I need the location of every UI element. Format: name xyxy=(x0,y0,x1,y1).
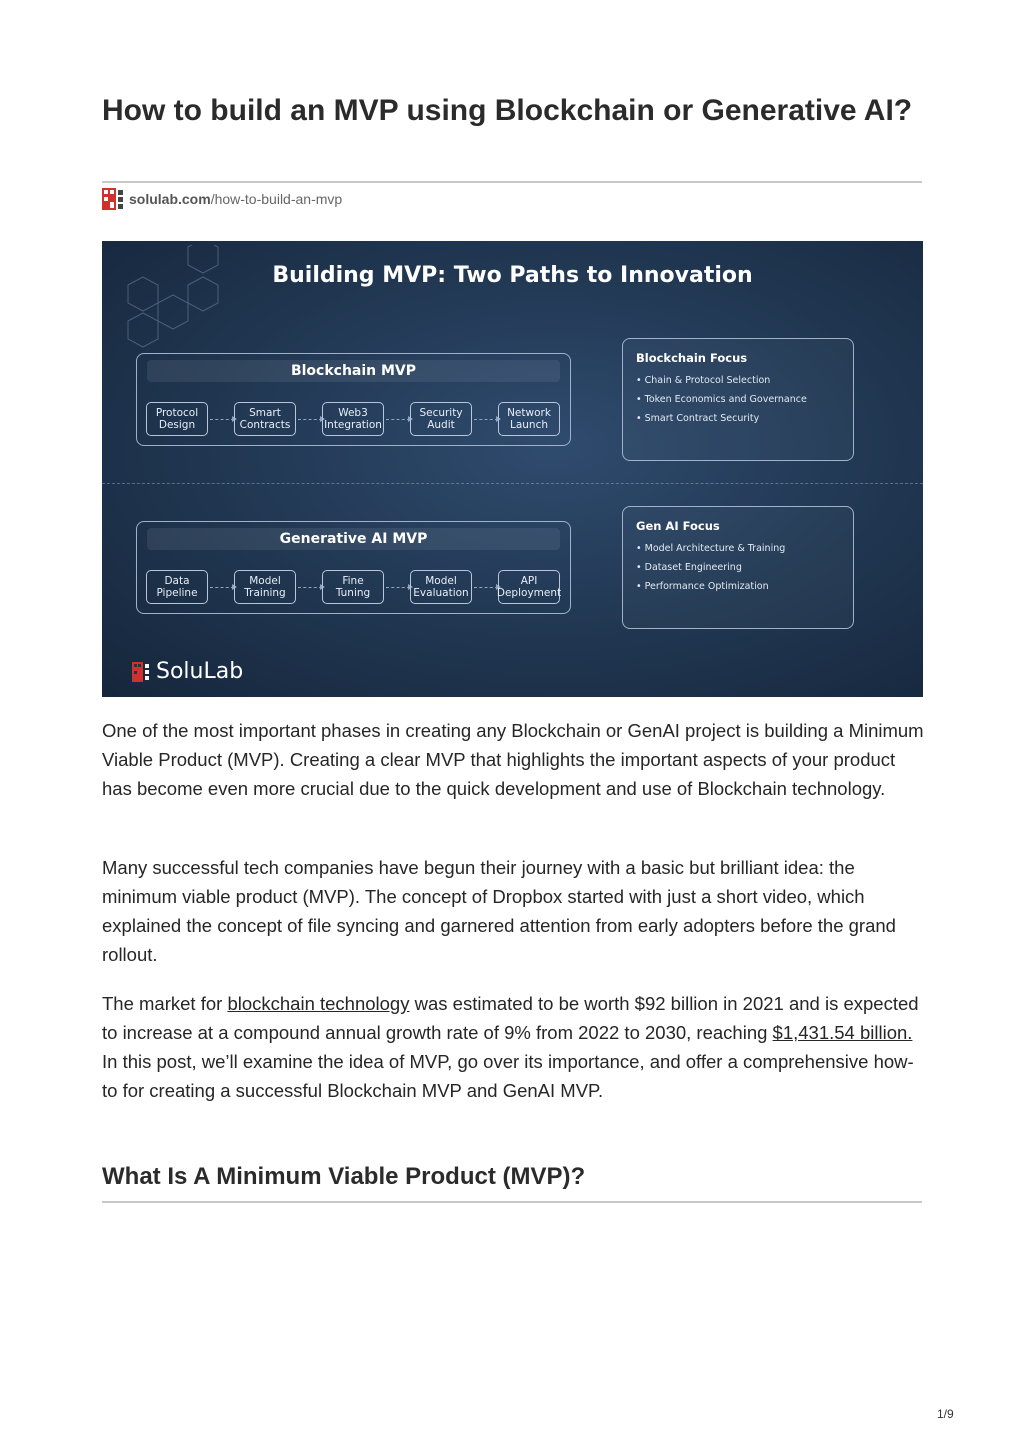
heading-divider xyxy=(102,1201,922,1203)
flow-arrow xyxy=(298,419,322,420)
flow-arrow xyxy=(298,587,322,588)
genai-focus-box xyxy=(622,506,854,629)
focus-item: • Model Architecture & Training xyxy=(636,543,785,554)
hero-brand-name: SoluLab xyxy=(156,659,244,684)
source-path[interactable]: /how-to-build-an-mvp xyxy=(210,191,343,207)
genai-step: Data Pipeline xyxy=(146,570,208,604)
flow-arrow xyxy=(210,587,234,588)
focus-item: • Dataset Engineering xyxy=(636,562,785,573)
focus-item: • Token Economics and Governance xyxy=(636,394,807,405)
article-title: How to build an MVP using Blockchain or Generative AI? xyxy=(102,94,913,127)
solulab-logo-icon xyxy=(132,662,150,682)
blockchain-step: Web3 Integration xyxy=(322,402,384,436)
source-domain[interactable]: solulab.com xyxy=(129,191,211,207)
link-market-value[interactable]: $1,431.54 billion. xyxy=(772,1022,913,1043)
genai-step: Model Training xyxy=(234,570,296,604)
title-divider xyxy=(102,181,922,183)
hero-brand xyxy=(132,659,243,684)
paragraph-market xyxy=(102,989,924,1105)
focus-item: • Chain & Protocol Selection xyxy=(636,375,807,386)
blockchain-mvp-panel xyxy=(136,353,571,446)
text-span: In this post, we’ll examine the idea of MVP, go over its importance, and offer a comprehensive how-to for creating a successful Blockchain MVP and GenAI MVP. xyxy=(102,1051,914,1101)
solulab-logo-icon xyxy=(102,188,124,210)
page-number: 1/9 xyxy=(937,1407,954,1421)
genai-focus-title: Gen AI Focus xyxy=(636,519,720,533)
genai-step: Model Evaluation xyxy=(410,570,472,604)
paragraph-intro: One of the most important phases in creating any Blockchain or GenAI project is building a Minimum Viable Product (MVP). Creating a clear MVP that highlights the important aspects of your product has become even more crucial due to the quick development and use of Blockchain technology. xyxy=(102,720,924,799)
text-span: The market for xyxy=(102,993,228,1014)
blockchain-step: Security Audit xyxy=(410,402,472,436)
focus-item: • Performance Optimization xyxy=(636,581,785,592)
section-divider xyxy=(102,483,923,484)
blockchain-step: Protocol Design xyxy=(146,402,208,436)
flow-arrow xyxy=(386,419,410,420)
flow-arrow xyxy=(474,587,498,588)
hero-title: Building MVP: Two Paths to Innovation xyxy=(272,263,753,288)
flow-arrow xyxy=(210,419,234,420)
blockchain-step: Network Launch xyxy=(498,402,560,436)
blockchain-focus-title: Blockchain Focus xyxy=(636,351,748,365)
section-heading: What Is A Minimum Viable Product (MVP)? xyxy=(102,1163,586,1190)
genai-step: Fine Tuning xyxy=(322,570,384,604)
genai-mvp-heading: Generative AI MVP xyxy=(147,528,560,550)
text-span: was estimated to be worth $92 billion in 2021 and is expected to increase at a compound annual growth rate of 9% from 2022 to 2030, reaching xyxy=(102,993,919,1043)
flow-arrow xyxy=(386,587,410,588)
source-line xyxy=(102,187,342,211)
focus-item: • Smart Contract Security xyxy=(636,413,807,424)
genai-step: API Deployment xyxy=(498,570,560,604)
blockchain-focus-box xyxy=(622,338,854,461)
link-blockchain-technology[interactable]: blockchain technology xyxy=(227,993,410,1014)
genai-mvp-panel xyxy=(136,521,571,614)
blockchain-mvp-heading: Blockchain MVP xyxy=(147,360,560,382)
paragraph-dropbox: Many successful tech companies have begun their journey with a basic but brilliant idea: the minimum viable product (MVP). The concept of Dropbox started with just a short video, which explained the concept of file syncing and garnered attention from early adopters before the grand rollout. xyxy=(102,857,896,965)
flow-arrow xyxy=(474,419,498,420)
blockchain-step: Smart Contracts xyxy=(234,402,296,436)
hero-image xyxy=(102,241,923,697)
